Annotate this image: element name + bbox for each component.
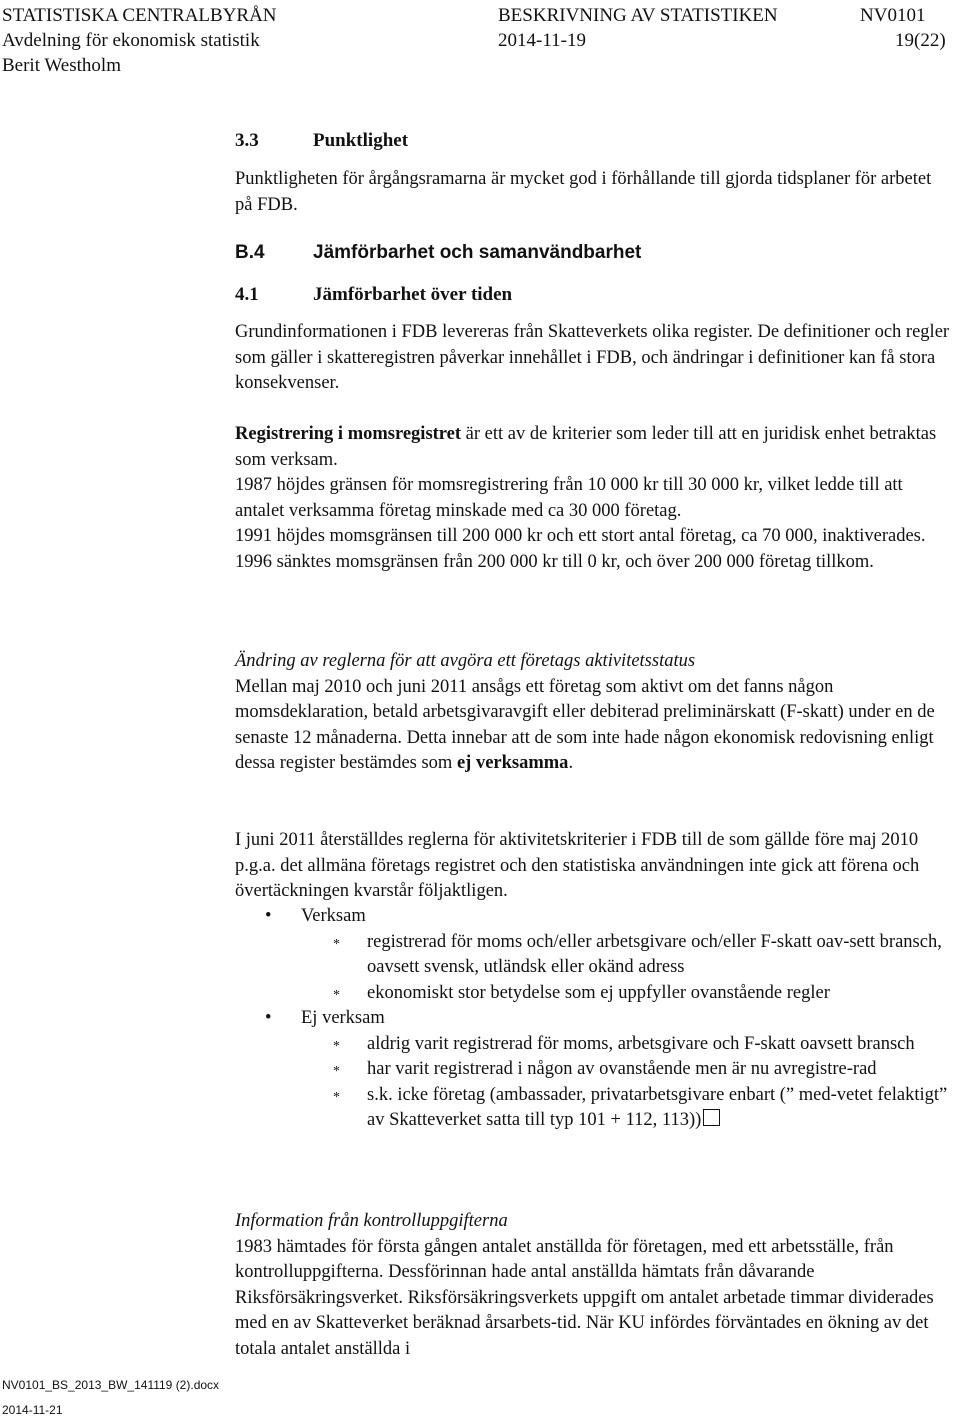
- sublist-item: [235, 1057, 950, 1083]
- checkbox-glyph-icon: [703, 1109, 720, 1126]
- asterisk-icon: *: [333, 936, 340, 952]
- footer-date: 2014-11-21: [2, 1403, 63, 1417]
- moms-lead-rest: är ett av de kriterier som leder till att en juridisk enhet betraktas som verksam.: [235, 424, 937, 470]
- sublist-item: [235, 1032, 950, 1058]
- sublist-item-text: ekonomiskt stor betydelse som ej uppfyller ovanstående regler: [367, 982, 830, 1003]
- rules-text-body: Mellan maj 2010 och juni 2011 ansågs ett företag som aktivt om det fanns någon momsdeklaration, betald arbetsgivaravgift eller debiterad preliminärskatt (F-skatt) under en de senaste 12 månaderna. Detta innebar att de som inte hade någon ekonomisk redovisning enligt dessa register bestämdes som: [235, 676, 935, 773]
- section-number: B.4: [235, 242, 265, 263]
- doc-type: BESKRIVNING AV STATISTIKEN: [498, 5, 778, 26]
- asterisk-icon: *: [333, 1064, 340, 1079]
- rules-text: [235, 675, 950, 777]
- author: Berit Westholm: [2, 55, 121, 76]
- section-number: 4.1: [235, 284, 259, 305]
- sublist-item: [235, 930, 950, 981]
- asterisk-icon: *: [333, 1038, 340, 1054]
- sublist-item: [235, 981, 950, 1007]
- rules-block: [235, 649, 950, 777]
- asterisk-icon: *: [333, 1089, 340, 1105]
- section-b4-heading: [235, 242, 641, 264]
- ku-heading: [235, 1209, 950, 1235]
- moms-1987: 1987 höjdes gränsen för momsregistrering från 10 000 kr till 30 000 kr, vilket ledde till att antalet verksamma företag minskade med ca 30 000 företag.: [235, 475, 903, 521]
- section-4-1-paragraph: Grundinformationen i FDB levereras från Skatteverkets olika register. De definitioner och regler som gäller i skatteregistren påverkar innehållet i FDB, och ändringar i definitioner kan få stora konsekvenser.: [235, 322, 950, 393]
- june-2011-paragraph: I juni 2011 återställdes reglerna för aktivitetskriterier i FDB till de som gällde före maj 2010 p.g.a. det allmäna företags registret och den statistiska användningen inte gick att förena och övertäckningen kvarstår följaktligen.: [235, 830, 920, 901]
- doc-id: NV0101: [860, 5, 926, 26]
- org-name: STATISTISKA CENTRALBYRÅN: [2, 5, 277, 26]
- ku-block: [235, 1209, 950, 1362]
- sublist-item-text: registrerad för moms och/eller arbetsgivare och/eller F-skatt oav-sett bransch, oavsett svensk, utländsk eller okänd adress: [367, 931, 942, 977]
- section-title: Jämförbarhet och samanvändbarhet: [313, 242, 642, 263]
- section-3-3-heading: [235, 130, 408, 152]
- sublist-item-text: s.k. icke företag (ambassader, privatarbetsgivare enbart (” med-vetet felaktigt” av Skatteverket satta till typ 101 + 112, 113)): [367, 1084, 948, 1130]
- moms-lead-bold: Registrering i momsregistret: [235, 424, 462, 444]
- list-item-ej-verksam: [235, 1006, 950, 1032]
- moms-1996: 1996 sänktes momsgränsen från 200 000 kr till 0 kr, och över 200 000 företag tillkom.: [235, 551, 874, 572]
- rules-text-bold: ej verksamma: [456, 753, 569, 773]
- section-title: Punktlighet: [313, 130, 409, 151]
- sublist-item-text: har varit registrerad i någon av ovanstående men är nu avregistre-rad: [367, 1059, 877, 1079]
- moms-lead: [235, 422, 950, 473]
- section-title: Jämförbarhet över tiden: [313, 284, 513, 305]
- ku-text: 1983 hämtades för första gången antalet anställda för företagen, med ett arbetsställe, från kontrolluppgifterna. Dessförinnan hade antal anställda hämtats från dåvarande Riksförsäkringsverket. Riksförsäkringsverkets uppgift om antalet arbetade timmar dividerades med en av Skatteverket beräknad årsarbets-tid. När KU infördes förväntades en ökning av det totala antalet anställda i: [235, 1236, 934, 1359]
- ku-heading-text: Information från kontrolluppgifterna: [235, 1211, 508, 1231]
- bullet-icon: •: [265, 1008, 272, 1028]
- bullet-icon: •: [265, 906, 272, 926]
- header-date: 2014-11-19: [498, 30, 586, 51]
- rules-heading: [235, 649, 950, 675]
- activity-list: [235, 904, 950, 1134]
- sublist-item: [235, 1083, 950, 1134]
- moms-block: [235, 422, 950, 575]
- footer-filename: NV0101_BS_2013_BW_141119 (2).docx: [2, 1378, 220, 1392]
- list-item-label: Ej verksam: [301, 1008, 385, 1028]
- rules-heading-text: Ändring av reglerna för att avgöra ett företags aktivitetsstatus: [235, 651, 696, 671]
- department: Avdelning för ekonomisk statistik: [2, 30, 260, 51]
- list-item-label: Verksam: [301, 906, 366, 926]
- section-number: 3.3: [235, 130, 259, 151]
- section-3-3-text: Punktligheten för årgångsramarna är mycket god i förhållande till gjorda tidsplaner för arbetet på FDB.: [235, 169, 932, 215]
- rules-text-end: .: [568, 753, 574, 773]
- section-4-1-heading: [235, 284, 512, 306]
- list-item-verksam: [235, 904, 950, 930]
- asterisk-icon: *: [333, 987, 340, 1003]
- sublist-item-text: aldrig varit registrerad för moms, arbetsgivare och F-skatt oavsett bransch: [367, 1033, 915, 1054]
- moms-1991: 1991 höjdes momsgränsen till 200 000 kr och ett stort antal företag, ca 70 000, inaktiverades.: [235, 526, 926, 546]
- page-number: 19(22): [895, 30, 946, 51]
